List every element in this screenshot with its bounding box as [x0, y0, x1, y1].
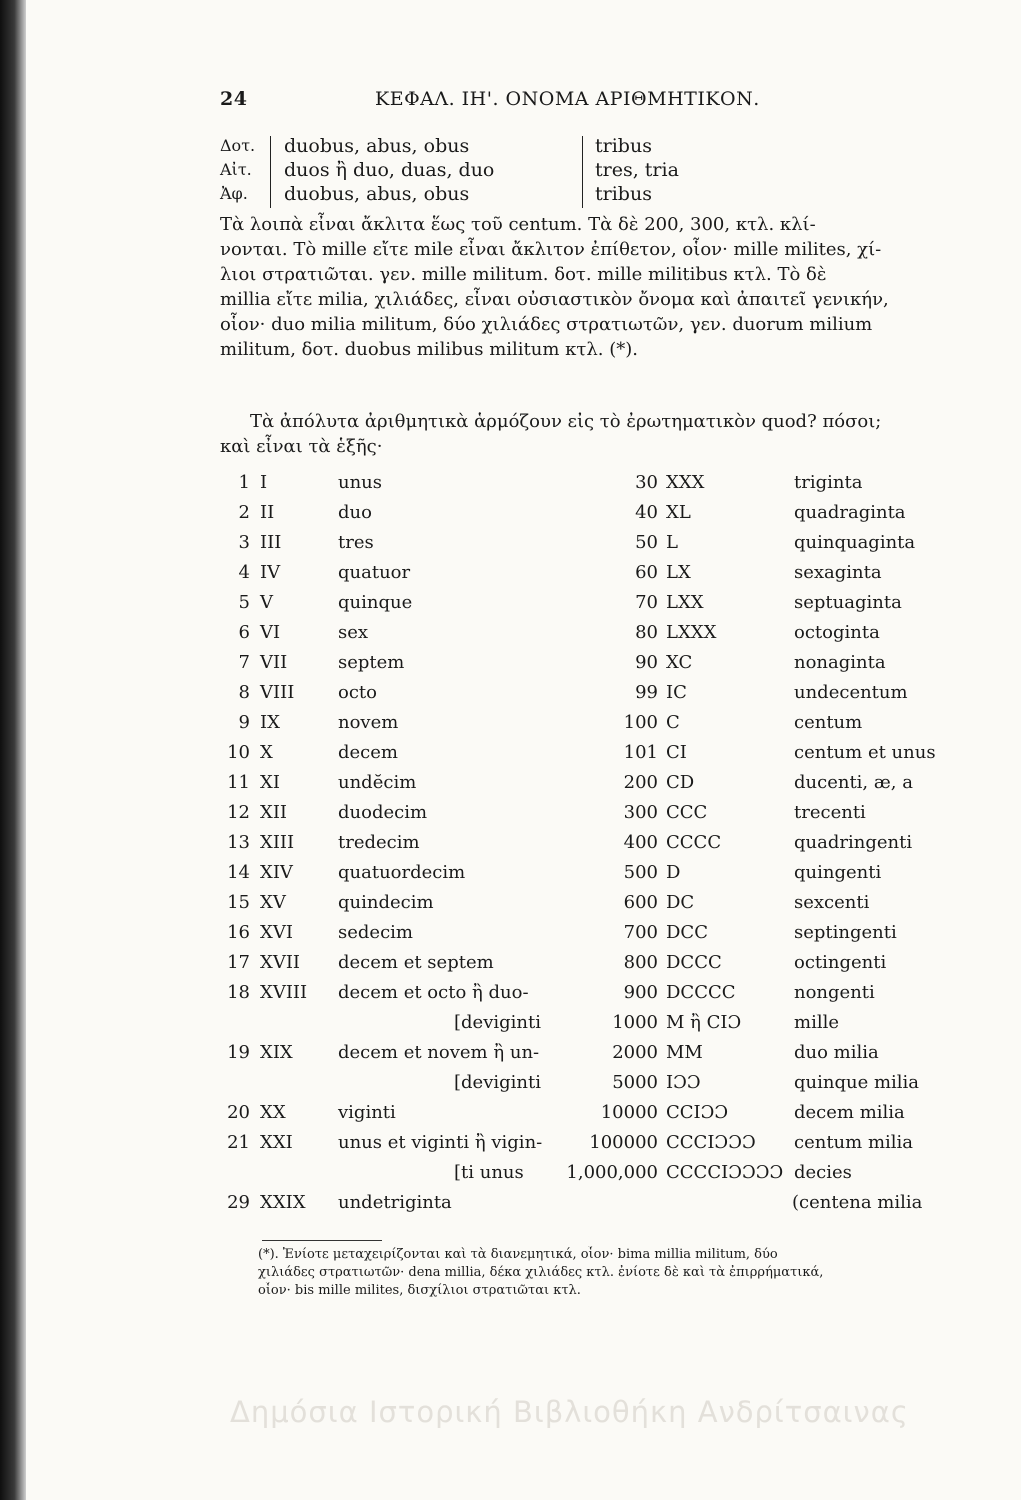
numeral-row: [562, 1158, 912, 1188]
roman-numeral: VIII: [260, 682, 295, 703]
arabic-numeral: 1: [238, 472, 250, 493]
roman-numeral: XL: [666, 502, 691, 523]
latin-word: quinque milia: [794, 1072, 920, 1093]
arabic-numeral: 70: [635, 592, 658, 613]
case-accusative: Αἰτ.: [220, 160, 252, 179]
roman-numeral: CCC: [666, 802, 708, 823]
arabic-numeral: 40: [635, 502, 658, 523]
numeral-row: [562, 738, 936, 768]
footnote-line: (*). Ἐνίοτε μεταχειρίζονται καὶ τὰ διανεμητικά, οἷον· bima millia militum, δύο: [258, 1247, 778, 1262]
roman-numeral: XC: [666, 652, 693, 673]
roman-numeral: XVII: [260, 952, 301, 973]
roman-numeral: M ἢ CIƆ: [666, 1012, 742, 1033]
arabic-numeral: 5000: [612, 1072, 658, 1093]
scan-edge: [0, 0, 26, 1500]
roman-numeral: VI: [260, 622, 281, 643]
latin-word: centum: [794, 712, 863, 733]
numeral-row: [562, 948, 912, 978]
latin-word: undĕcim: [338, 772, 417, 793]
latin-word: undetriginta: [338, 1192, 452, 1213]
numeral-row: [222, 738, 582, 768]
numeral-row: [562, 528, 916, 558]
paragraph-intro: [220, 409, 925, 459]
tres-dative: tribus: [595, 135, 652, 157]
duo-accusative: duos ἢ duo, duas, duo: [284, 159, 495, 181]
arabic-numeral: 99: [635, 682, 658, 703]
latin-word: sex: [338, 622, 369, 643]
numeral-row: [222, 1068, 582, 1098]
footnote: [258, 1246, 938, 1300]
latin-word: tres: [338, 532, 374, 553]
table-rule: [270, 136, 271, 208]
arabic-numeral: 600: [623, 892, 658, 913]
arabic-numeral: 900: [623, 982, 658, 1003]
text-line: οἷον· duo milia militum, δύο χιλιάδες στρατιωτῶν, γεν. duorum milium: [220, 314, 873, 335]
numeral-row: [562, 708, 912, 738]
roman-numeral: XIII: [260, 832, 295, 853]
latin-word: decem et octo ἢ duo-: [338, 982, 529, 1003]
chapter-title: ΚΕΦΑΛ. ΙΗ'. ΟΝΟΜΑ ΑΡΙΘΜΗΤΙΚΟΝ.: [375, 88, 760, 110]
arabic-numeral: 16: [227, 922, 250, 943]
roman-numeral: V: [260, 592, 273, 613]
latin-word: quatuor: [338, 562, 411, 583]
case-labels: [220, 134, 270, 206]
numeral-row: [562, 768, 912, 798]
roman-numeral: D: [666, 862, 681, 883]
roman-numeral: L: [666, 532, 678, 553]
roman-numeral: DC: [666, 892, 695, 913]
arabic-numeral: 100: [623, 712, 658, 733]
latin-word: decem et novem ἢ un-: [338, 1042, 540, 1063]
roman-numeral: XXX: [666, 472, 705, 493]
footnote-line: οἷον· bis mille milites, δισχίλιοι στρατιῶται κτλ.: [258, 1283, 581, 1298]
latin-word: unus et viginti ἢ vigin-: [338, 1132, 543, 1153]
roman-numeral: CCCIƆƆƆ: [666, 1132, 756, 1153]
latin-word: mille: [794, 1012, 839, 1033]
latin-word: septingenti: [794, 922, 897, 943]
tres-accusative: tres, tria: [595, 159, 679, 181]
duo-ablative: duobus, abus, obus: [284, 183, 470, 205]
numeral-row: [222, 828, 582, 858]
latin-word: octoginta: [794, 622, 880, 643]
numeral-row: [222, 1098, 582, 1128]
latin-word: decem et septem: [338, 952, 494, 973]
arabic-numeral: 200: [623, 772, 658, 793]
tres-forms: [595, 134, 679, 206]
arabic-numeral: 10000: [600, 1102, 658, 1123]
numeral-row: [222, 588, 582, 618]
numeral-row: [562, 978, 912, 1008]
arabic-numeral: 2: [238, 502, 250, 523]
numeral-row: [562, 918, 912, 948]
arabic-numeral: 30: [635, 472, 658, 493]
running-header: [220, 88, 1000, 116]
arabic-numeral: 50: [635, 532, 658, 553]
numeral-row: [562, 1188, 923, 1218]
latin-word: (centena milia: [792, 1192, 923, 1213]
arabic-numeral: 10: [227, 742, 250, 763]
latin-word: viginti: [338, 1102, 396, 1123]
arabic-numeral: 3: [238, 532, 250, 553]
text-line: καὶ εἶναι τὰ ἑξῆς·: [220, 436, 383, 457]
numeral-row: [562, 558, 912, 588]
numeral-row: [562, 618, 912, 648]
numeral-row: [222, 948, 582, 978]
roman-numeral: XXI: [260, 1132, 293, 1153]
numeral-row: [562, 588, 912, 618]
latin-word: septem: [338, 652, 405, 673]
numeral-row: [222, 558, 582, 588]
latin-word: quadringenti: [794, 832, 913, 853]
arabic-numeral: 90: [635, 652, 658, 673]
latin-word: sedecim: [338, 922, 413, 943]
roman-numeral: XIV: [260, 862, 293, 883]
numerals-table: [222, 468, 936, 1228]
roman-numeral: DCCC: [666, 952, 722, 973]
roman-numeral: CCCC: [666, 832, 722, 853]
arabic-numeral: 80: [635, 622, 658, 643]
roman-numeral: VII: [260, 652, 288, 673]
latin-word: quinquaginta: [794, 532, 916, 553]
roman-numeral: LXX: [666, 592, 704, 613]
latin-word: octo: [338, 682, 377, 703]
numeral-row: [562, 468, 912, 498]
arabic-numeral: 19: [227, 1042, 250, 1063]
roman-numeral: III: [260, 532, 282, 553]
roman-numeral: XXIX: [260, 1192, 306, 1213]
latin-word: [ti unus: [454, 1162, 524, 1183]
numeral-row: [222, 648, 582, 678]
case-ablative: Ἀφ.: [220, 184, 248, 203]
numeral-row: [222, 768, 582, 798]
latin-word: trecenti: [794, 802, 866, 823]
roman-numeral: DCC: [666, 922, 708, 943]
roman-numeral: XI: [260, 772, 280, 793]
arabic-numeral: 700: [623, 922, 658, 943]
arabic-numeral: 2000: [612, 1042, 658, 1063]
numeral-row: [562, 798, 912, 828]
arabic-numeral: 1000: [612, 1012, 658, 1033]
roman-numeral: IX: [260, 712, 280, 733]
latin-word: triginta: [794, 472, 863, 493]
numeral-row: [562, 1128, 912, 1158]
arabic-numeral: 8: [238, 682, 250, 703]
numeral-row: [222, 678, 582, 708]
arabic-numeral: 18: [227, 982, 250, 1003]
text-line: νονται. Τὸ mille εἴτε mile εἶναι ἄκλιτον ἐπίθετον, οἷον· mille milites, χί-: [220, 239, 882, 260]
duo-dative: duobus, abus, obus: [284, 135, 470, 157]
roman-numeral: XII: [260, 802, 288, 823]
arabic-numeral: 60: [635, 562, 658, 583]
roman-numeral: XX: [260, 1102, 286, 1123]
arabic-numeral: 17: [227, 952, 250, 973]
roman-numeral: IV: [260, 562, 281, 583]
numeral-row: [562, 648, 912, 678]
roman-numeral: X: [260, 742, 273, 763]
numeral-row: [562, 1068, 920, 1098]
roman-numeral: MM: [666, 1042, 703, 1063]
latin-word: duodecim: [338, 802, 428, 823]
roman-numeral: II: [260, 502, 275, 523]
numeral-row: [562, 678, 912, 708]
case-dative: Δοτ.: [220, 136, 256, 155]
numeral-row: [222, 1188, 582, 1218]
arabic-numeral: 1,000,000: [566, 1162, 658, 1183]
latin-word: unus: [338, 472, 383, 493]
text-line: Τὰ λοιπὰ εἶναι ἄκλιτα ἕως τοῦ centum. Τὰ δὲ 200, 300, κτλ. κλί-: [220, 214, 816, 235]
numeral-row: [222, 978, 582, 1008]
numeral-row: [222, 528, 582, 558]
numeral-row: [222, 798, 582, 828]
latin-word: duo: [338, 502, 372, 523]
roman-numeral: IƆƆ: [666, 1072, 701, 1093]
numeral-row: [222, 1158, 582, 1188]
latin-word: quatuordecim: [338, 862, 466, 883]
numeral-row: [222, 888, 582, 918]
arabic-numeral: 15: [227, 892, 250, 913]
arabic-numeral: 101: [623, 742, 658, 763]
latin-word: sexaginta: [794, 562, 882, 583]
arabic-numeral: 7: [238, 652, 250, 673]
latin-word: decem: [338, 742, 398, 763]
latin-word: quinque: [338, 592, 413, 613]
numeral-row: [562, 1098, 912, 1128]
latin-word: centum et unus: [794, 742, 936, 763]
footnote-rule: [262, 1240, 382, 1241]
latin-word: undecentum: [794, 682, 908, 703]
latin-word: septuaginta: [794, 592, 902, 613]
arabic-numeral: 13: [227, 832, 250, 853]
page-number: 24: [220, 88, 248, 110]
numeral-row: [222, 618, 582, 648]
arabic-numeral: 14: [227, 862, 250, 883]
numeral-row: [562, 888, 912, 918]
roman-numeral: CCCCIƆƆƆƆ: [666, 1162, 784, 1183]
arabic-numeral: 11: [227, 772, 250, 793]
latin-word: nonaginta: [794, 652, 886, 673]
latin-word: quindecim: [338, 892, 434, 913]
numeral-row: [562, 498, 912, 528]
roman-numeral: IC: [666, 682, 687, 703]
latin-word: nongenti: [794, 982, 875, 1003]
numeral-row: [222, 1038, 582, 1068]
latin-word: decies: [794, 1162, 852, 1183]
arabic-numeral: 4: [238, 562, 250, 583]
arabic-numeral: 20: [227, 1102, 250, 1123]
roman-numeral: CCIƆƆ: [666, 1102, 729, 1123]
arabic-numeral: 300: [623, 802, 658, 823]
latin-word: quingenti: [794, 862, 882, 883]
latin-word: duo milia: [794, 1042, 879, 1063]
roman-numeral: CI: [666, 742, 687, 763]
tres-ablative: tribus: [595, 183, 652, 205]
roman-numeral: I: [260, 472, 268, 493]
numeral-row: [222, 858, 582, 888]
arabic-numeral: 800: [623, 952, 658, 973]
numeral-row: [562, 1038, 912, 1068]
library-watermark: Δημόσια Ιστορική Βιβλιοθήκη Ανδρίτσαινας: [230, 1395, 909, 1429]
numeral-row: [562, 858, 912, 888]
arabic-numeral: 5: [238, 592, 250, 613]
numeral-row: [222, 708, 582, 738]
roman-numeral: XIX: [260, 1042, 293, 1063]
latin-word: [deviginti: [454, 1072, 541, 1093]
arabic-numeral: 21: [227, 1132, 250, 1153]
latin-word: ducenti, æ, a: [794, 772, 913, 793]
latin-word: sexcenti: [794, 892, 870, 913]
latin-word: centum milia: [794, 1132, 914, 1153]
arabic-numeral: 100000: [589, 1132, 658, 1153]
text-line: millia εἴτε milia, χιλιάδες, εἶναι οὐσιαστικὸν ὄνομα καὶ ἀπαιτεῖ γενικήν,: [220, 289, 889, 310]
roman-numeral: XV: [260, 892, 286, 913]
latin-word: tredecim: [338, 832, 420, 853]
numeral-row: [562, 828, 912, 858]
duo-forms: [284, 134, 494, 206]
roman-numeral: LX: [666, 562, 691, 583]
table-rule: [582, 136, 583, 208]
arabic-numeral: 500: [623, 862, 658, 883]
declension-table: [220, 134, 740, 210]
arabic-numeral: 400: [623, 832, 658, 853]
numeral-row: [562, 1008, 912, 1038]
paragraph-declension: [220, 212, 925, 362]
text-line: militum, δοτ. duobus milibus militum κτλ. (*).: [220, 339, 638, 360]
numeral-row: [222, 1128, 582, 1158]
arabic-numeral: 12: [227, 802, 250, 823]
arabic-numeral: 6: [238, 622, 250, 643]
roman-numeral: LXXX: [666, 622, 717, 643]
text-line: λιοι στρατιῶται. γεν. mille militum. δοτ. mille militibus κτλ. Τὸ δὲ: [220, 264, 827, 285]
numeral-row: [222, 918, 582, 948]
roman-numeral: CD: [666, 772, 695, 793]
numeral-row: [222, 468, 582, 498]
latin-word: [deviginti: [454, 1012, 541, 1033]
latin-word: quadraginta: [794, 502, 906, 523]
footnote-line: χιλιάδες στρατιωτῶν· dena millia, δέκα χιλιάδες κτλ. ἐνίοτε δὲ καὶ τὰ ἐπιρρήματικά,: [258, 1265, 824, 1280]
latin-word: octingenti: [794, 952, 887, 973]
roman-numeral: C: [666, 712, 680, 733]
roman-numeral: XVIII: [260, 982, 308, 1003]
arabic-numeral: 9: [238, 712, 250, 733]
latin-word: decem milia: [794, 1102, 905, 1123]
roman-numeral: DCCCC: [666, 982, 736, 1003]
numeral-row: [222, 1008, 582, 1038]
latin-word: novem: [338, 712, 399, 733]
text-line: Τὰ ἀπόλυτα ἀριθμητικὰ ἁρμόζουν εἰς τὸ ἐρωτηματικὸν quod? πόσοι;: [250, 411, 882, 432]
roman-numeral: XVI: [260, 922, 293, 943]
arabic-numeral: 29: [227, 1192, 250, 1213]
numeral-row: [222, 498, 582, 528]
